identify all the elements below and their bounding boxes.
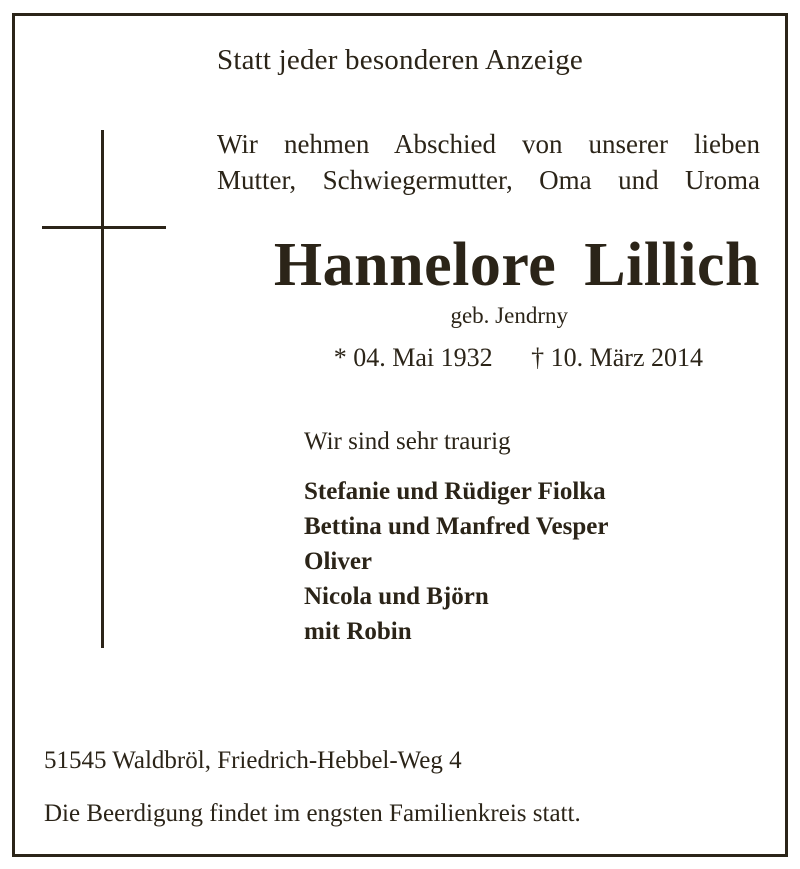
death-date: † 10. März 2014 [531,343,703,372]
birth-date: * 04. Mai 1932 [333,343,493,372]
obituary-notice [12,13,788,857]
intro-text [217,126,760,198]
mourner-item: Nicola und Björn [304,583,489,610]
mourners-list [304,474,608,649]
notice-header: Statt jeder besonderen Anzeige [217,44,583,76]
address: 51545 Waldbröl, Friedrich-Hebbel-Weg 4 [44,747,462,774]
mourner-item: Stefanie und Rüdiger Fiolka [304,478,606,505]
funeral-note: Die Beerdigung findet im engsten Familienkreis statt. [44,800,581,827]
intro-line-2: Mutter, Schwiegermutter, Oma und Uroma [217,165,760,195]
cross-icon-vertical-bar [101,130,104,648]
mourner-item: Bettina und Manfred Vesper [304,513,609,540]
mourner-item: Oliver [304,548,373,575]
intro-line-1: Wir nehmen Abschied von unserer lieben [217,129,760,159]
mourner-item: mit Robin [304,618,412,645]
cross-icon-horizontal-bar [42,226,166,229]
birth-name: geb. Jendrny [450,303,568,328]
life-dates [215,343,760,373]
deceased-name: Hannelore Lillich [273,231,760,299]
mourning-text: Wir sind sehr traurig [304,428,511,455]
